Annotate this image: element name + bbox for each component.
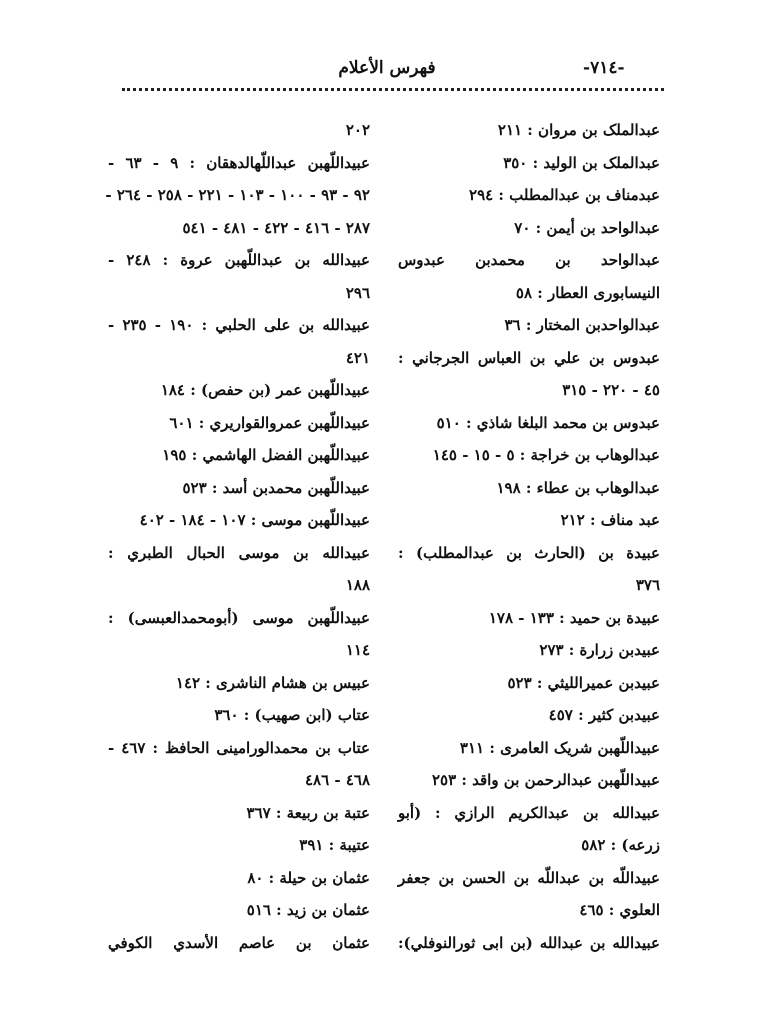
index-entry-line: عبيداللّهبن الفضل الهاشمي : ١٩٥ [162, 446, 370, 464]
index-entry-line: عبد مناف : ٢١٢ [560, 511, 660, 529]
index-entry-line: النيسابورى العطار : ٥٨ [515, 283, 660, 302]
index-entry-line: عبدالوهاب بن خراجة : ٥ - ١٥ - ١٤٥ [432, 446, 660, 464]
index-entry-line: عثمان بن زيد : ٥١٦ [246, 901, 370, 919]
index-entry-line: عبيدبن كثير : ٤٥٧ [548, 706, 660, 724]
index-entry-line: ٣٧٦ [635, 576, 660, 594]
index-entry-line: زرعه) : ٥٨٢ [581, 836, 660, 854]
index-entry-line: عبدالواحد بن محمدبن عبدوس [398, 251, 660, 269]
index-entry-line: عبدالملک بن مروان : ٢١١ [497, 121, 660, 139]
index-entry-line: عبيدالله بن عبدالله (بن ابى ثورالنوفلي): [398, 933, 660, 952]
index-entry-line: ١١٤ [345, 641, 370, 659]
index-entry-line: ٢٨٧ - ٤١٦ - ٤٢٢ - ٤٨١ - ٥٤١ [182, 218, 370, 237]
index-entry-line: عبيداللّهبن محمدبن أسد : ٥٢٣ [182, 478, 370, 497]
index-entry-line: عبدوس بن محمد البلغا شاذي : ٥١٠ [436, 413, 660, 432]
index-entry-line: عبيدالله بن عبدالكريم الرازي : (أبو [398, 803, 660, 822]
index-entry-line: عبيس بن هشام الناشرى : ١٤٢ [175, 673, 370, 692]
index-entry-line: ٤٢١ [345, 348, 370, 367]
index-entry-line: عتاب بن محمدالورامينى الحافظ : ٤٦٧ - [108, 738, 370, 757]
index-column-left [105, 114, 371, 959]
index-entry-line: عبيداللّهبن شريک العامری : ٣١١ [459, 738, 660, 757]
index-entry-line: عبيدة بن حميد : ١٣٣ - ١٧٨ [488, 608, 660, 627]
header-dotted-rule [122, 88, 664, 91]
index-entry-line: عثمان بن حيلة : ٨٠ [247, 868, 370, 887]
index-entry-line: عبيدبن زرارة : ٢٧٣ [539, 641, 660, 659]
index-entry-line: ٤٥ - ٢٢٠ - ٣١٥ [562, 381, 660, 399]
index-entry-line: عبيداللّهبن عمروالقواريري : ٦٠١ [169, 413, 370, 432]
index-entry-line: عتاب (ابن صهيب) : ٣٦٠ [214, 706, 370, 724]
index-entry-line: ١٨٨ [345, 576, 370, 594]
index-entry-line: ٤٦٨ - ٤٨٦ [304, 771, 370, 789]
index-entry-line: عثمان بن عاصم الأسدي الكوفي [108, 933, 370, 952]
index-entry-line: عبدالواحد بن أيمن : ٧٠ [514, 218, 660, 237]
index-entry-line: عبيدالله بن عبداللّهبن عروة : ٢٤٨ - [108, 251, 370, 269]
index-entry-line: عبيداللّهبن عبدالرحمن بن واقد : ٢٥٣ [431, 771, 660, 789]
page-title: فهرس الأعلام [338, 58, 436, 78]
index-entry-line: عبيداللّه بن عبداللّه بن الحسن بن جعفر [398, 868, 660, 887]
index-entry-line: عتبة بن ربيعة : ٣٦٧ [246, 803, 370, 822]
index-entry-line: عبدمناف بن عبدالمطلب : ٢٩٤ [469, 186, 660, 204]
index-entry-line: عبدالواحدبن المختار : ٣٦ [504, 316, 660, 334]
index-column-right [398, 114, 660, 959]
index-entry-line: عبيدالله بن موسى الحبال الطبري : [108, 543, 370, 562]
index-entry-line: عبيداللّهبن موسى : ١٠٧ - ١٨٤ - ٤٠٢ [139, 511, 370, 529]
index-entry-line: عتيبة : ٣٩١ [299, 836, 370, 854]
page-number: -٧١٤- [583, 58, 625, 78]
index-entry-line: عبيدبن عميرالليثي : ٥٢٣ [507, 673, 660, 692]
index-entry-line: عبيداللّهبن عبداللّهالدهقان : ٩ - ٦٣ - [108, 153, 371, 172]
index-entry-line: ٩٢ - ٩٣ - ١٠٠ - ١٠٣ - ٢٢١ - ٢٥٨ - ٢٦٤ - [105, 186, 370, 204]
index-entry-line: عبدالوهاب بن عطاء : ١٩٨ [496, 478, 660, 497]
index-entry-line: عبدوس بن علي بن العباس الجرجاني : [398, 348, 660, 367]
index-entry-line: عبدالملک بن الوليد : ٣٥٠ [503, 153, 660, 172]
index-entry-line: ٢٠٢ [345, 121, 370, 139]
index-entry-line: عبيداللّهبن عمر (بن حفص) : ١٨٤ [160, 381, 370, 399]
index-entry-line: عبيدة بن (الحارث بن عبدالمطلب) : [398, 543, 660, 562]
index-entry-line: العلوي : ٤٦٥ [579, 901, 660, 919]
index-entry-line: ٢٩٦ [345, 283, 370, 302]
index-entry-line: عبيدالله بن على الحلبي : ١٩٠ - ٢٣٥ - [108, 316, 371, 334]
index-entry-line: عبيداللّهبن موسى (أبومحمدالعبسى) : [108, 608, 370, 627]
